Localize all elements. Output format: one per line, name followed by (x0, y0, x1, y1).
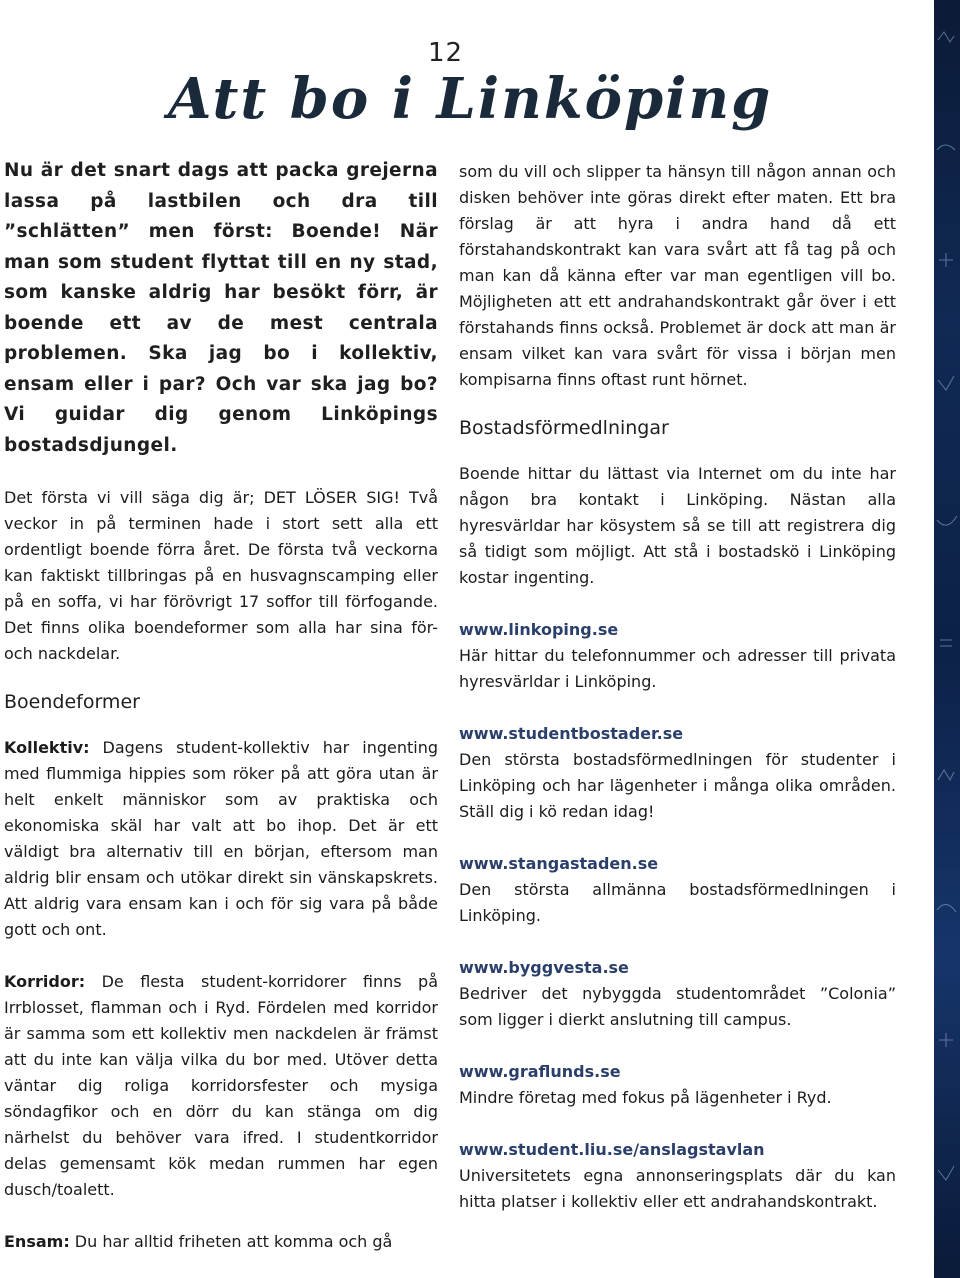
link-entry (459, 721, 896, 825)
link-entry (459, 617, 896, 695)
link-entry (459, 851, 896, 929)
kollektiv-text: Dagens student-kollektiv har ingenting med flummiga hippies som röker på att göra utan är helt enkelt människor som av praktiska och ekonomiska skäl har valt att bo ihop. Det är ett väldigt bra alternativ till en början, eftersom man aldrig blir ensam och utökar direkt sin vänskapskrets. Att aldrig vara ensam kan i och för sig vara på både gott och ont. (4, 738, 438, 939)
korridor-text: De flesta student-korridorer finns på Irrblosset, flamman och i Ryd. Fördelen med korridor är samma som ett kollektiv men nackdelen är främst att du inte kan välja vilka du bor med. Utöver detta väntar dig roliga korridorsfester och mysiga söndagfikor och en dörr du kan stänga om dig närhelst du behöver vara ifred. I studentkorridor delas gemensamt kök medan rummen har egen dusch/toalett. (4, 972, 438, 1199)
ensam-paragraph (4, 1229, 438, 1255)
link-description: Mindre företag med fokus på lägenheter i Ryd. (459, 1088, 832, 1107)
korridor-paragraph (4, 969, 438, 1203)
kollektiv-label: Kollektiv: (4, 738, 90, 757)
kollektiv-paragraph (4, 735, 438, 943)
internet-paragraph: Boende hittar du lättast via Internet om du inte har någon bra kontakt i Linköping. Nästan alla hyresvärldar har kösystem så se till att registrera dig så tidigt som möjligt. Att stå i bostadskö i Linköping kostar ingenting. (459, 464, 896, 587)
link-entry (459, 955, 896, 1033)
link-description: Här hittar du telefonnummer och adresser till privata hyresvärldar i Linköping. (459, 646, 896, 691)
ensam-text: Du har alltid friheten att komma och gå (69, 1232, 393, 1251)
left-column (4, 156, 438, 1255)
page-number: 12 (428, 38, 464, 68)
right-column (459, 159, 896, 1215)
intro-paragraph: Nu är det snart dags att packa grejerna lassa på lastbilen och dra till ”schlätten” men först: Boende! När man som student flyttat till en ny stad, som kanske aldrig har besökt förr, är boende ett av de mest centrala problemen. Ska jag bo i kollektiv, ensam eller i par? Och var ska jag bo? Vi guidar dig genom Linköpings bostadsdjungel. (4, 160, 438, 456)
link-entry (459, 1059, 896, 1111)
ensam-label: Ensam: (4, 1232, 70, 1251)
link-entry (459, 1137, 896, 1215)
section-heading-boendeformer: Boendeformer (4, 691, 140, 713)
section-heading-bostadsformedlningar: Bostadsförmedlningar (459, 417, 669, 439)
link-description: Den största allmänna bostadsförmedlningen i Linköping. (459, 880, 896, 925)
ensam-continuation: som du vill och slipper ta hänsyn till någon annan och disken behöver inte göras direkt efter maten. Ett bra förslag är att hyra i andra hand då ett förstahandskontrakt kan vara svårt att få tag på och man kan då känna efter var man egentligen vill bo. Möjligheten att ett andrahandskontrakt går över i ett förstahands finns också. Problemet är dock att man är ensam vilket kan vara svårt för vissa i början men kompisarna finns oftast runt hörnet. (459, 162, 896, 389)
chalkboard-formula-decoration (934, 0, 960, 1278)
link-studentbostader[interactable]: www.studentbostader.se (459, 724, 684, 743)
korridor-label: Korridor: (4, 972, 86, 991)
reassurance-paragraph: Det första vi vill säga dig är; DET LÖSER SIG! Två veckor in på terminen hade i stort sett alla ett ordentligt boende förra året. De första två veckorna kan faktiskt tillbringas på en husvagnscamping eller på en soffa, vi har förövrigt 17 soffor till förfogande. Det finns olika boendeformer som alla har sina för- och nackdelar. (4, 488, 438, 663)
link-description: Den största bostadsförmedlningen för studenter i Linköping och har lägenheter i många olika områden. Ställ dig i kö redan idag! (459, 750, 896, 821)
link-graflunds[interactable]: www.graflunds.se (459, 1062, 621, 1081)
link-linkoping[interactable]: www.linkoping.se (459, 620, 619, 639)
link-description: Universitetets egna annonseringsplats där du kan hitta platser i kollektiv eller ett andrahandskontrakt. (459, 1166, 896, 1211)
link-stangastaden[interactable]: www.stangastaden.se (459, 854, 659, 873)
link-description: Bedriver det nybyggda studentområdet ”Colonia” som ligger i dierkt anslutning till campus. (459, 984, 896, 1029)
link-anslagstavlan[interactable]: www.student.liu.se/anslagstavlan (459, 1140, 765, 1159)
link-byggvesta[interactable]: www.byggvesta.se (459, 958, 629, 977)
page-title: Att bo i Linköping (168, 66, 773, 132)
